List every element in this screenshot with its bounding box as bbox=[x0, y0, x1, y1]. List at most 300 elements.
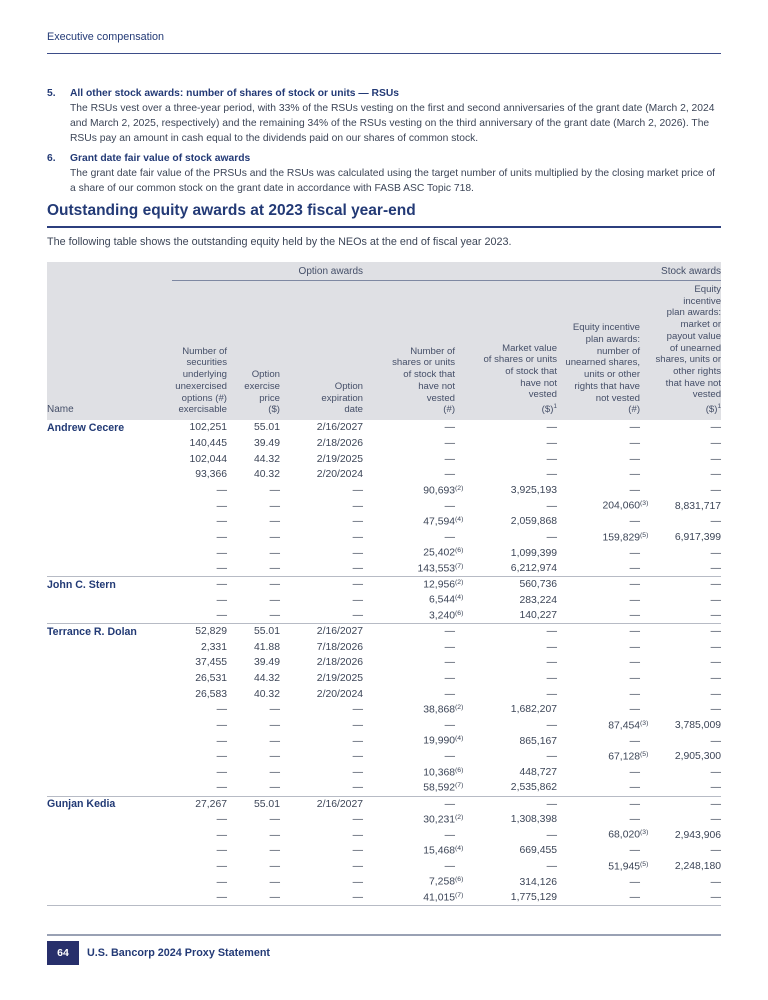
table-cell: — bbox=[352, 500, 364, 512]
table-row bbox=[47, 483, 721, 499]
neo-name-cell bbox=[47, 890, 172, 906]
table-cell: — bbox=[269, 500, 280, 512]
table-cell: — bbox=[629, 484, 641, 496]
column-header: Market value of shares or units of stock that have not vested ($)$^1$ bbox=[470, 281, 557, 420]
table-cell: — bbox=[546, 657, 558, 669]
table-cell: — bbox=[629, 767, 641, 779]
table-cell: — bbox=[352, 782, 364, 794]
table-cell: 26,531 bbox=[195, 673, 227, 684]
table-cell: — bbox=[546, 861, 558, 873]
table-cell: — bbox=[546, 453, 558, 465]
table-cell: 68,020(3) bbox=[557, 827, 655, 843]
table-cell: 55.01 bbox=[227, 796, 280, 812]
table-row bbox=[47, 420, 721, 436]
table-cell: — bbox=[216, 563, 227, 575]
table-cell: — bbox=[629, 688, 641, 700]
column-header: Option exercise price ($) bbox=[227, 281, 280, 420]
table-cell: 1,682,207 bbox=[510, 704, 558, 716]
table-cell: 1,775,129 bbox=[470, 890, 557, 906]
column-header: Number of shares or units of stock that have not vested (#) bbox=[363, 281, 470, 420]
table-row bbox=[47, 874, 721, 890]
table-cell: — bbox=[546, 673, 558, 684]
neo-name-cell: Gunjan Kedia bbox=[47, 796, 172, 812]
footnote-reference: (2) bbox=[455, 704, 464, 712]
neo-name-cell bbox=[47, 780, 172, 796]
table-cell: 3,925,193 bbox=[510, 484, 558, 496]
table-cell: — bbox=[216, 704, 227, 716]
footnote-reference: (4) bbox=[455, 845, 464, 853]
table-cell: 2,059,868 bbox=[510, 516, 558, 528]
table-cell: — bbox=[227, 890, 280, 906]
table-cell: 67,128(5) bbox=[557, 749, 655, 765]
neo-name-cell bbox=[47, 765, 172, 781]
footnote-reference: (6) bbox=[455, 876, 464, 884]
table-cell: 39.49 bbox=[253, 437, 280, 449]
neo-name-cell bbox=[47, 733, 172, 749]
table-cell: — bbox=[216, 845, 227, 857]
table-cell: — bbox=[216, 782, 227, 794]
table-body bbox=[47, 420, 721, 906]
table-cell: — bbox=[216, 735, 227, 747]
table-cell: — bbox=[269, 594, 280, 606]
table-row bbox=[47, 671, 721, 687]
eyebrow-divider bbox=[47, 53, 721, 54]
footnote-reference: (3) bbox=[640, 829, 649, 837]
neo-name-cell: Terrance R. Dolan bbox=[47, 624, 172, 640]
table-cell: 159,829(5) bbox=[557, 530, 655, 546]
table-cell: — bbox=[269, 563, 280, 575]
footnote-reference: (5) bbox=[640, 751, 649, 759]
table-cell: — bbox=[352, 751, 364, 763]
table-cell: — bbox=[444, 688, 456, 700]
table-cell: — bbox=[710, 688, 722, 700]
footnote-reference: (3) bbox=[640, 500, 649, 508]
table-cell: — bbox=[216, 594, 227, 606]
table-cell: — bbox=[710, 563, 722, 575]
table-intro-text: The following table shows the outstanding equity held by the NEOs at the end of fiscal year 2023. bbox=[47, 236, 512, 248]
table-cell: — bbox=[444, 641, 456, 653]
table-cell: 55.01 bbox=[227, 624, 280, 640]
table-cell: — bbox=[216, 767, 227, 779]
table-cell: — bbox=[352, 814, 364, 826]
table-cell: — bbox=[546, 422, 558, 434]
table-cell: 669,455 bbox=[519, 845, 558, 857]
table-cell: — bbox=[710, 876, 722, 888]
table-cell: — bbox=[710, 814, 722, 826]
section-eyebrow: Executive compensation bbox=[47, 31, 165, 43]
table-row bbox=[47, 530, 721, 546]
footnote-number: 5. bbox=[47, 88, 56, 99]
table-cell: 58,592(7) bbox=[363, 780, 470, 796]
column-header: Number of securities underlying unexercised options (#) exercisable bbox=[172, 281, 227, 420]
table-cell: — bbox=[546, 688, 558, 700]
table-cell: — bbox=[557, 890, 655, 906]
table-cell: — bbox=[352, 610, 364, 622]
table-cell: — bbox=[172, 577, 227, 593]
table-cell: — bbox=[444, 720, 456, 732]
footnote-reference: (6) bbox=[455, 766, 464, 774]
table-cell: — bbox=[655, 890, 721, 906]
table-cell: 2,535,862 bbox=[510, 782, 558, 794]
table-cell: — bbox=[444, 469, 456, 481]
neo-name-cell bbox=[47, 498, 172, 514]
table-row bbox=[47, 561, 721, 577]
table-cell: — bbox=[269, 547, 280, 559]
table-cell: 865,167 bbox=[519, 735, 558, 747]
table-cell: — bbox=[216, 610, 227, 622]
table-cell: 448,727 bbox=[519, 767, 558, 779]
table-cell: 90,693(2) bbox=[363, 483, 470, 499]
table-cell: 102,251 bbox=[189, 422, 227, 434]
table-cell: — bbox=[444, 422, 456, 434]
table-row bbox=[47, 780, 721, 796]
table-cell: 3,785,009 bbox=[674, 720, 722, 732]
table-cell: — bbox=[352, 563, 364, 575]
neo-name-cell: John C. Stern bbox=[47, 577, 172, 593]
table-cell: 140,227 bbox=[519, 610, 558, 622]
spanner-spacer bbox=[47, 262, 172, 281]
table-cell: — bbox=[269, 782, 280, 794]
footnote-reference: (2) bbox=[455, 578, 464, 586]
table-cell: 2/16/2027 bbox=[316, 422, 364, 434]
table-cell: 26,583 bbox=[195, 688, 227, 700]
table-cell: — bbox=[216, 751, 227, 763]
table-cell: — bbox=[269, 704, 280, 716]
table-cell: — bbox=[710, 547, 722, 559]
column-header: Equity incentive plan awards: number of unearned shares, units or other rights that have not vested (#) bbox=[557, 281, 655, 420]
footnote-6 bbox=[47, 151, 721, 196]
neo-name-cell bbox=[47, 530, 172, 546]
table-cell: — bbox=[629, 469, 641, 481]
footnote-body: The RSUs vest over a three-year period, with 33% of the RSUs vesting on the first and second anniversaries of the grant date (March 2, 2024 and March 2, 2025, respectively) and the remaining 34% of the RSUs vesting on the third anniversary of the grant date (March 2, 2026). The RSUs pay an amount in cash equal to the dividends paid on our shares of common stock. bbox=[70, 103, 715, 144]
table-cell: — bbox=[269, 531, 280, 543]
table-cell: — bbox=[363, 796, 470, 812]
table-cell: 7,258(6) bbox=[363, 874, 470, 890]
table-cell: 40.32 bbox=[253, 688, 280, 700]
table-row bbox=[47, 796, 721, 812]
table-cell: — bbox=[269, 814, 280, 826]
table-cell: 40.32 bbox=[253, 469, 280, 481]
table-cell: — bbox=[269, 829, 280, 841]
table-cell: — bbox=[546, 720, 558, 732]
page-number-badge: 64 bbox=[47, 941, 79, 965]
table-cell: — bbox=[710, 594, 722, 606]
table-cell: 19,990(4) bbox=[363, 733, 470, 749]
footnote-reference: (6) bbox=[455, 609, 464, 617]
footer-document-title: U.S. Bancorp 2024 Proxy Statement bbox=[87, 947, 271, 959]
footnote-reference: (2) bbox=[455, 484, 464, 492]
table-cell: 102,044 bbox=[189, 453, 227, 465]
table-cell: — bbox=[629, 547, 641, 559]
table-cell: — bbox=[629, 594, 641, 606]
table-cell: — bbox=[710, 735, 722, 747]
table-cell: — bbox=[710, 516, 722, 528]
table-cell: — bbox=[629, 876, 641, 888]
table-cell: 2/16/2027 bbox=[280, 624, 363, 640]
table-cell: — bbox=[352, 516, 364, 528]
table-cell: — bbox=[269, 735, 280, 747]
table-cell: 15,468(4) bbox=[363, 843, 470, 859]
table-cell: — bbox=[216, 500, 227, 512]
table-cell: 6,917,399 bbox=[674, 531, 722, 543]
neo-name-cell bbox=[47, 451, 172, 467]
table-cell: — bbox=[352, 861, 364, 873]
table-cell: — bbox=[352, 594, 364, 606]
table-cell: 140,445 bbox=[189, 437, 227, 449]
table-cell: — bbox=[546, 751, 558, 763]
table-cell: 2/20/2024 bbox=[316, 469, 364, 481]
table-cell: — bbox=[629, 782, 641, 794]
table-cell: 2/19/2025 bbox=[316, 453, 364, 465]
table-cell: — bbox=[710, 673, 722, 684]
table-cell: 55.01 bbox=[253, 422, 280, 434]
table-cell: — bbox=[710, 641, 722, 653]
table-cell: — bbox=[710, 767, 722, 779]
stock-awards-spanner: Stock awards bbox=[363, 262, 721, 281]
table-cell: — bbox=[710, 453, 722, 465]
table-cell: — bbox=[546, 641, 558, 653]
neo-name-cell bbox=[47, 545, 172, 561]
table-row bbox=[47, 718, 721, 734]
table-cell: — bbox=[655, 624, 721, 640]
column-header-name: Name bbox=[47, 281, 172, 420]
table-cell: — bbox=[710, 657, 722, 669]
table-row bbox=[47, 592, 721, 608]
neo-name-cell bbox=[47, 702, 172, 718]
table-cell: — bbox=[470, 796, 557, 812]
table-cell: — bbox=[444, 861, 456, 873]
table-cell: — bbox=[216, 829, 227, 841]
table-row bbox=[47, 514, 721, 530]
table-cell: — bbox=[216, 814, 227, 826]
neo-name-cell bbox=[47, 718, 172, 734]
neo-name-cell bbox=[47, 483, 172, 499]
footnote-reference: (5) bbox=[640, 531, 649, 539]
table-cell: — bbox=[710, 422, 722, 434]
table-cell: — bbox=[444, 751, 456, 763]
neo-name-cell bbox=[47, 436, 172, 452]
table-cell: — bbox=[470, 624, 557, 640]
table-cell: — bbox=[557, 624, 655, 640]
table-cell: 3,240(6) bbox=[363, 608, 470, 624]
neo-name-cell bbox=[47, 749, 172, 765]
table-cell: 560,736 bbox=[470, 577, 557, 593]
table-cell: 27,267 bbox=[172, 796, 227, 812]
page-title: Outstanding equity awards at 2023 fiscal year-end bbox=[47, 202, 721, 228]
footnote-title: Grant date fair value of stock awards bbox=[70, 153, 251, 164]
table-cell: — bbox=[710, 845, 722, 857]
table-cell: — bbox=[444, 531, 456, 543]
table-cell: 2/16/2027 bbox=[280, 796, 363, 812]
table-cell: — bbox=[216, 876, 227, 888]
table-cell: 44.32 bbox=[253, 673, 280, 684]
table-cell: — bbox=[444, 657, 456, 669]
table-cell: 39.49 bbox=[253, 657, 280, 669]
footnote-5 bbox=[47, 86, 721, 146]
table-cell: — bbox=[655, 796, 721, 812]
table-cell: — bbox=[216, 484, 227, 496]
table-row bbox=[47, 827, 721, 843]
table-row bbox=[47, 733, 721, 749]
table-cell: — bbox=[227, 577, 280, 593]
table-cell: 143,553(7) bbox=[363, 561, 470, 577]
table-cell: — bbox=[710, 782, 722, 794]
table-cell: 2/18/2026 bbox=[316, 657, 364, 669]
neo-name-cell bbox=[47, 827, 172, 843]
table-cell: — bbox=[444, 437, 456, 449]
table-cell: 1,308,398 bbox=[510, 814, 558, 826]
table-row bbox=[47, 765, 721, 781]
table-cell: — bbox=[629, 735, 641, 747]
table-cell: — bbox=[352, 720, 364, 732]
table-cell: 6,544(4) bbox=[363, 592, 470, 608]
table-cell: — bbox=[363, 624, 470, 640]
table-cell: — bbox=[444, 673, 456, 684]
footnote-reference: (7) bbox=[455, 891, 464, 899]
column-header: Option expiration date bbox=[280, 281, 363, 420]
table-cell: — bbox=[629, 814, 641, 826]
neo-name-cell bbox=[47, 686, 172, 702]
footnote-reference: (4) bbox=[455, 735, 464, 743]
footnote-title: All other stock awards: number of shares of stock or units — RSUs bbox=[70, 88, 399, 99]
table-cell: 37,455 bbox=[195, 657, 227, 669]
table-row bbox=[47, 749, 721, 765]
footer-divider bbox=[47, 934, 721, 936]
table-cell: — bbox=[352, 829, 364, 841]
table-cell: — bbox=[216, 516, 227, 528]
table-cell: — bbox=[546, 500, 558, 512]
table-cell: 38,868(2) bbox=[363, 702, 470, 718]
footnote-body: The grant date fair value of the PRSUs and the RSUs was calculated using the target number of units multiplied by the closing market price of a share of our common stock on the grant date in accordance with FASB ASC Topic 718. bbox=[70, 168, 716, 194]
table-cell: — bbox=[629, 704, 641, 716]
neo-name-cell bbox=[47, 859, 172, 875]
table-cell: — bbox=[269, 876, 280, 888]
neo-name-cell bbox=[47, 812, 172, 828]
table-cell: — bbox=[352, 704, 364, 716]
table-row bbox=[47, 451, 721, 467]
footnote-reference: (7) bbox=[455, 782, 464, 790]
neo-name-cell bbox=[47, 514, 172, 530]
table-cell: 1,099,399 bbox=[510, 547, 558, 559]
table-cell: 204,060(3) bbox=[557, 498, 655, 514]
table-cell: 52,829 bbox=[172, 624, 227, 640]
table-cell: 2,943,906 bbox=[674, 829, 722, 841]
neo-name-cell bbox=[47, 561, 172, 577]
table-cell: 25,402(6) bbox=[363, 545, 470, 561]
table-cell: — bbox=[444, 500, 456, 512]
table-header-row bbox=[47, 281, 721, 420]
table-row bbox=[47, 436, 721, 452]
table-cell: — bbox=[352, 547, 364, 559]
table-row bbox=[47, 843, 721, 859]
table-cell: — bbox=[546, 437, 558, 449]
table-cell: — bbox=[172, 890, 227, 906]
neo-name-cell bbox=[47, 592, 172, 608]
table-row bbox=[47, 577, 721, 593]
column-header: Equity incentive plan awards: market or payout value of unearned shares, units or other rights that have not vested ($)$^1$ bbox=[655, 281, 721, 420]
table-cell: 8,831,717 bbox=[674, 500, 722, 512]
footnote-reference: (5) bbox=[640, 860, 649, 868]
table-cell: 2/19/2025 bbox=[316, 673, 364, 684]
table-row bbox=[47, 686, 721, 702]
table-row bbox=[47, 639, 721, 655]
outstanding-equity-awards-table bbox=[47, 262, 721, 906]
table-cell: 12,956(2) bbox=[363, 577, 470, 593]
table-row bbox=[47, 890, 721, 906]
table-cell: — bbox=[557, 577, 655, 593]
table-cell: — bbox=[557, 796, 655, 812]
table-cell: — bbox=[629, 453, 641, 465]
table-row bbox=[47, 467, 721, 483]
table-cell: 2,905,300 bbox=[674, 751, 722, 763]
table-cell: 51,945(5) bbox=[557, 859, 655, 875]
table-row bbox=[47, 624, 721, 640]
table-cell: 30,231(2) bbox=[363, 812, 470, 828]
table-cell: — bbox=[269, 767, 280, 779]
footnote-reference: (4) bbox=[455, 594, 464, 602]
footnote-reference: (7) bbox=[455, 562, 464, 570]
table-cell: — bbox=[629, 563, 641, 575]
table-cell: — bbox=[629, 641, 641, 653]
neo-name-cell bbox=[47, 671, 172, 687]
table-cell: — bbox=[352, 735, 364, 747]
neo-name-cell bbox=[47, 467, 172, 483]
table-cell: — bbox=[710, 484, 722, 496]
table-cell: — bbox=[216, 861, 227, 873]
table-cell: 10,368(6) bbox=[363, 765, 470, 781]
footnote-reference: (6) bbox=[455, 547, 464, 555]
table-cell: — bbox=[352, 531, 364, 543]
table-row bbox=[47, 545, 721, 561]
table-cell: 314,126 bbox=[519, 876, 558, 888]
footnote-reference: (2) bbox=[455, 813, 464, 821]
footnote-reference: (4) bbox=[455, 516, 464, 524]
table-cell: — bbox=[546, 469, 558, 481]
table-cell: — bbox=[710, 437, 722, 449]
table-cell: — bbox=[546, 531, 558, 543]
table-cell: 283,224 bbox=[519, 594, 558, 606]
table-cell: — bbox=[352, 484, 364, 496]
table-cell: — bbox=[269, 720, 280, 732]
table-cell: 2,331 bbox=[200, 641, 227, 653]
table-cell: — bbox=[352, 876, 364, 888]
table-cell: 2/18/2026 bbox=[316, 437, 364, 449]
table-cell: — bbox=[269, 516, 280, 528]
table-cell: — bbox=[280, 890, 363, 906]
table-cell: — bbox=[710, 469, 722, 481]
table-row bbox=[47, 859, 721, 875]
table-cell: 7/18/2026 bbox=[316, 641, 364, 653]
neo-name-cell: Andrew Cecere bbox=[47, 421, 125, 434]
table-cell: — bbox=[352, 845, 364, 857]
table-cell: — bbox=[629, 516, 641, 528]
table-cell: 2/20/2024 bbox=[316, 688, 364, 700]
neo-name-cell bbox=[47, 874, 172, 890]
table-cell: — bbox=[216, 720, 227, 732]
table-row bbox=[47, 655, 721, 671]
table-cell: — bbox=[269, 484, 280, 496]
table-cell: 87,454(3) bbox=[557, 718, 655, 734]
table-cell: 41.88 bbox=[253, 641, 280, 653]
table-cell: 6,212,974 bbox=[510, 563, 558, 575]
table-cell: 41,015(7) bbox=[363, 890, 470, 906]
table-row bbox=[47, 498, 721, 514]
table-row bbox=[47, 702, 721, 718]
table-cell: — bbox=[444, 453, 456, 465]
table-cell: — bbox=[629, 610, 641, 622]
footnote-reference: (3) bbox=[640, 719, 649, 727]
table-cell: — bbox=[444, 829, 456, 841]
